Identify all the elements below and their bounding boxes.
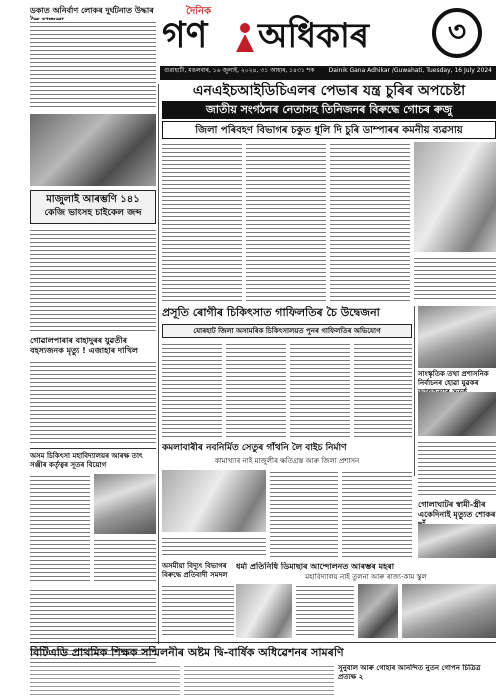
mid-story-col-4 [354, 342, 412, 438]
electricity-story-body [162, 584, 234, 638]
left-photo-police [30, 114, 156, 186]
mid-story-col-2 [226, 342, 286, 438]
mid-headline: প্ৰসূতি ৰোগীৰ চিকিৎসাত গাফিলতিৰ চৈ উদ্বেজনা [162, 306, 380, 319]
banner-headline-1: এনএইচআইডিচিএলৰ পেভাৰ যন্ত্ৰ চুৰিৰ অপচেষ্টা [192, 83, 466, 99]
bottom-story-col-2 [184, 664, 334, 696]
right-photo-couple [418, 524, 496, 558]
main-story-col-4 [414, 256, 496, 302]
left-headline-4: অসমীয়া বিদ্যুৎ বিভাগৰ বিৰুদ্ধে প্ৰতিবাদী সমদল [162, 562, 228, 579]
right-headline-3: সুনুবাল আৰু গোহাৰ আনন্দিত নুতন গোপন চিত্ৰিত্ৰ প্ৰত্যক্ষ ২ [338, 664, 481, 681]
masthead [160, 4, 496, 64]
left-column [30, 6, 156, 696]
lower-banner-headline: ধৰ্মা প্ৰতিনিধি ডিমাছাৰ আন্দোলনত আৰম্ভৰ মহৰা [236, 562, 395, 571]
mid-story-2-col-1 [270, 470, 338, 558]
mid-story-col-3 [290, 342, 350, 438]
main-story-col-3 [330, 142, 410, 302]
masthead-title-left: গণ [162, 15, 208, 56]
lower-banner-subheadline: মহাবিদ্যালয় নাই তুলনা আৰু ৰাজ্য-কাম স্কুল [305, 573, 427, 581]
left-photo-person [94, 474, 156, 534]
main-story-col-2 [246, 142, 326, 302]
left-box-subtitle: কেজি ভাংসহ চাইকেল জব্দ [44, 208, 142, 218]
left-top-body-text [30, 20, 156, 110]
left-body-text-3 [30, 360, 156, 446]
left-column-rule [158, 84, 159, 644]
left-headline-3: অসম চিকিৎসা মহাবিদ্যালয়ৰ আৰক্ষ তাৎ সঞ্জীৰ কৰ্তৃত্বৰ সূতৰ বিয়োগ [30, 452, 143, 469]
left-body-text-2 [30, 228, 156, 332]
masthead-logo-icon [234, 22, 256, 52]
page-number-badge [432, 8, 482, 58]
lower-story-col-1 [296, 584, 354, 638]
left-box-headline [30, 190, 156, 224]
right-headline-1: সাংস্কৃতিক তথা প্ৰশাসনিক নিৰ্বাচনৰ হোৱা যুৱকৰ [418, 370, 489, 387]
right-photo-hospital [418, 392, 496, 436]
left-body-text-4 [30, 474, 90, 584]
main-photo-trucks [414, 142, 496, 252]
mid-story-col-1 [162, 342, 222, 438]
left-body-text-5 [94, 538, 156, 584]
lower-photo-group [236, 584, 292, 638]
masthead-title-right: অধিকাৰ [258, 16, 370, 56]
mid-photo-bridge [162, 470, 266, 532]
bottom-divider [30, 642, 496, 643]
banner-headline-3: জিলা পৰিবহণ বিভাগৰ চকুত ধূলি দি চুৰি ডাম্পাৰৰ কমনীয় ব্যৱসায় [162, 121, 496, 139]
page-number: ৩ [447, 15, 467, 48]
left-top-headline: ডকাত অনিৰ্বাণ লোকৰ দুৰ্ঘটনাত উদ্ধাৰ [30, 6, 154, 15]
dateline-bar [160, 66, 496, 80]
masthead-small-word: দৈনিক [186, 6, 212, 17]
edition-line: Dainik Gana Adhikar /Guwahati, Tuesday, 16 July 2024 [328, 67, 492, 74]
mid-story-2-col-3 [162, 536, 266, 558]
mid-subheadline: যোৰহাট জিলা অসামৰিক চিকিৎসালয়ত পুনৰ গাফিলতিৰ অভিযোগ [162, 324, 412, 338]
right-headline-2: গোলাঘাটৰ স্বামী-স্ত্ৰীৰ একেদিনাই মৃত্যুত শোকৰ [418, 500, 496, 519]
banner-headline-2: জাতীয় সংগঠনৰ নেতাসহ তিনিজনৰ বিৰুদ্ধে গোচৰ ৰুজু [162, 101, 496, 119]
left-box-title: মাজুলাই আৰম্ভণি ১৪১ [46, 194, 140, 205]
bottom-banner-headline: বিটিএডি প্ৰাথমিক শিক্ষক সন্মিলনীৰ অষ্টম দ্বি-বাৰ্ষিক অধিৱেশনৰ সামৰণি [30, 646, 344, 659]
bottom-story-col-1 [30, 664, 180, 696]
left-divider [30, 448, 156, 449]
mid-subheadline-2: কামাখ্যাৰ নাই মাজুলীৰ ক্ষতিগ্ৰস্ত আৰু জিলা প্ৰশাসন [214, 457, 360, 465]
right-photo-protest [418, 306, 496, 368]
dateline-assamese: গুৱাহাটী, মঙলবাৰ, ১৬ জুলাই, ২০২৪, ৩১ আহাৰ, ১৪৩১ শক [164, 67, 315, 74]
mid-story-2-col-2 [342, 470, 412, 558]
main-story-col-1 [162, 142, 242, 302]
left-headline-2: গোৱালপাৰাৰ বাহাদুৰৰ যুৱতীৰ বহস্যজনক মৃত্যু ! এজাহাৰ দাখিল [30, 336, 138, 355]
right-column-rule [414, 306, 415, 476]
right-body-text-1 [418, 440, 496, 496]
mid-headline-2: কমলাবাৰীৰ নবনিৰ্মিত সেতুৰ গাঁথনি লৈ বাইচ নিৰ্মাণ [162, 443, 347, 453]
lower-photo-portrait [358, 584, 398, 638]
lower-photo-people [402, 584, 496, 638]
